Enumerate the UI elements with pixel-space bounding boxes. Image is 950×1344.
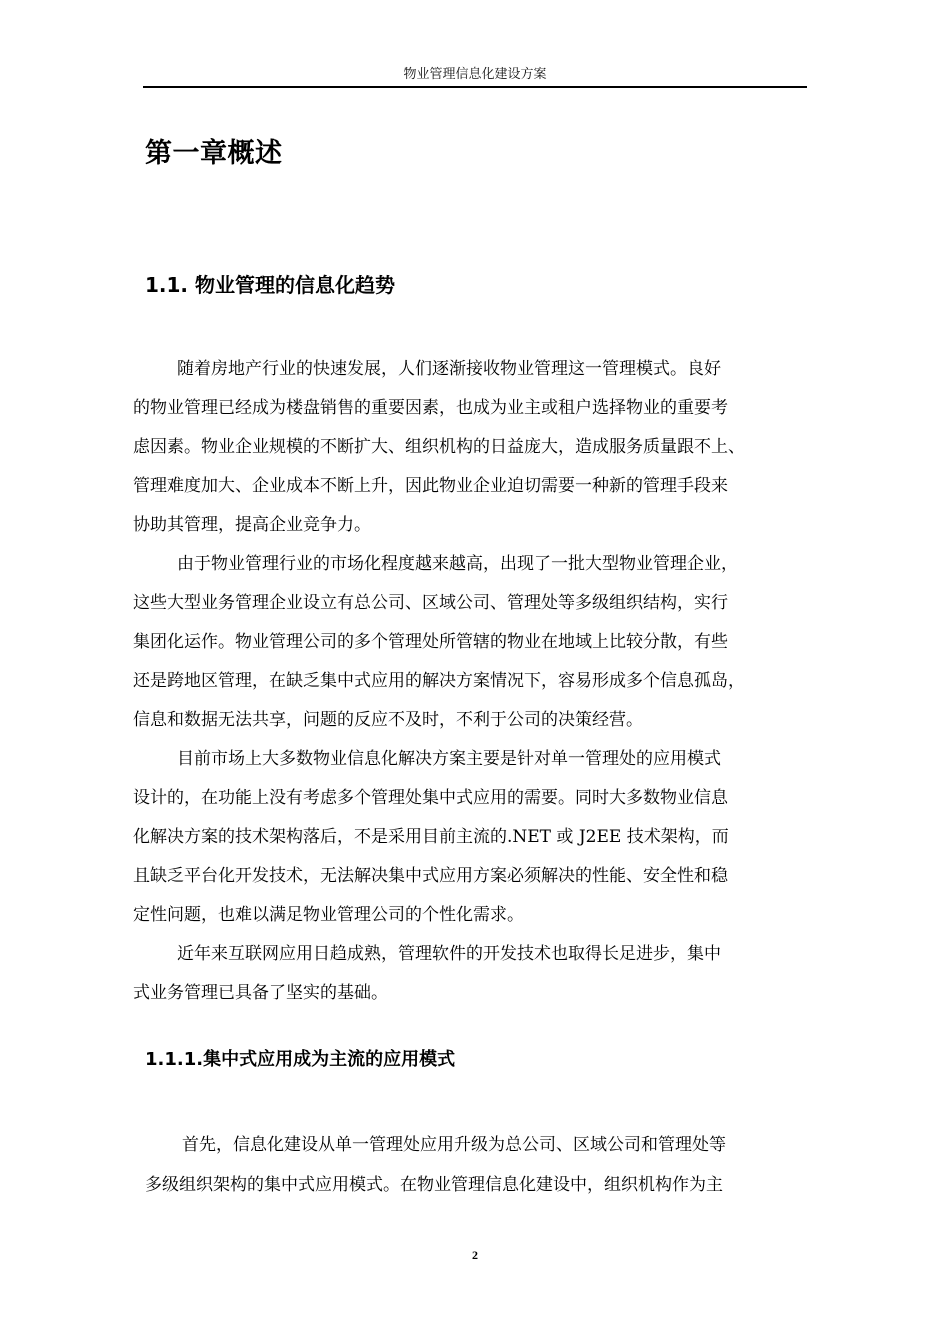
body-text-line: 近年来互联网应用日趋成熟，管理软件的开发技术也取得长足进步，集中 <box>177 944 721 964</box>
header-divider <box>143 86 807 88</box>
body-text-line: 虑因素。物业企业规模的不断扩大、组织机构的日益庞大，造成服务质量跟不上、 <box>133 437 745 457</box>
body-text-line: 由于物业管理行业的市场化程度越来越高，出现了一批大型物业管理企业， <box>177 554 738 574</box>
body-text-line: 协助其管理，提高企业竞争力。 <box>133 515 371 535</box>
body-text-line: 设计的，在功能上没有考虑多个管理处集中式应用的需要。同时大多数物业信息 <box>133 788 728 808</box>
body-text-line: 目前市场上大多数物业信息化解决方案主要是针对单一管理处的应用模式 <box>177 749 721 769</box>
body-text-line: 首先，信息化建设从单一管理处应用升级为总公司、区域公司和管理处等 <box>182 1135 726 1155</box>
section-title: 1.1. 物业管理的信息化趋势 <box>145 273 395 297</box>
subsection-title: 1.1.1.集中式应用成为主流的应用模式 <box>145 1049 456 1070</box>
body-text-line: 多级组织架构的集中式应用模式。在物业管理信息化建设中，组织机构作为主 <box>145 1175 723 1195</box>
body-text-line: 还是跨地区管理，在缺乏集中式应用的解决方案情况下，容易形成多个信息孤岛， <box>133 671 745 691</box>
body-text-line: 定性问题，也难以满足物业管理公司的个性化需求。 <box>133 905 524 925</box>
body-text-line: 随着房地产行业的快速发展，人们逐渐接收物业管理这一管理模式。良好 <box>177 359 721 379</box>
page-header-title: 物业管理信息化建设方案 <box>403 67 547 82</box>
body-text-line: 这些大型业务管理企业设立有总公司、区域公司、管理处等多级组织结构，实行 <box>133 593 728 613</box>
page-number: 2 <box>472 1248 478 1262</box>
body-text-line: 信息和数据无法共享，问题的反应不及时，不利于公司的决策经营。 <box>133 710 643 730</box>
body-text-line: 且缺乏平台化开发技术，无法解决集中式应用方案必须解决的性能、安全性和稳 <box>133 866 728 886</box>
body-text-line: 式业务管理已具备了坚实的基础。 <box>133 983 388 1003</box>
body-text-line: 的物业管理已经成为楼盘销售的重要因素，也成为业主或租户选择物业的重要考 <box>133 398 728 418</box>
chapter-title: 第一章概述 <box>145 138 283 169</box>
body-text-line: 管理难度加大、企业成本不断上升，因此物业企业迫切需要一种新的管理手段来 <box>133 476 728 496</box>
body-text-line: 化解决方案的技术架构落后，不是采用目前主流的.NET 或 J2EE 技术架构，而 <box>133 827 729 847</box>
body-text-line: 集团化运作。物业管理公司的多个管理处所管辖的物业在地域上比较分散，有些 <box>133 632 728 652</box>
